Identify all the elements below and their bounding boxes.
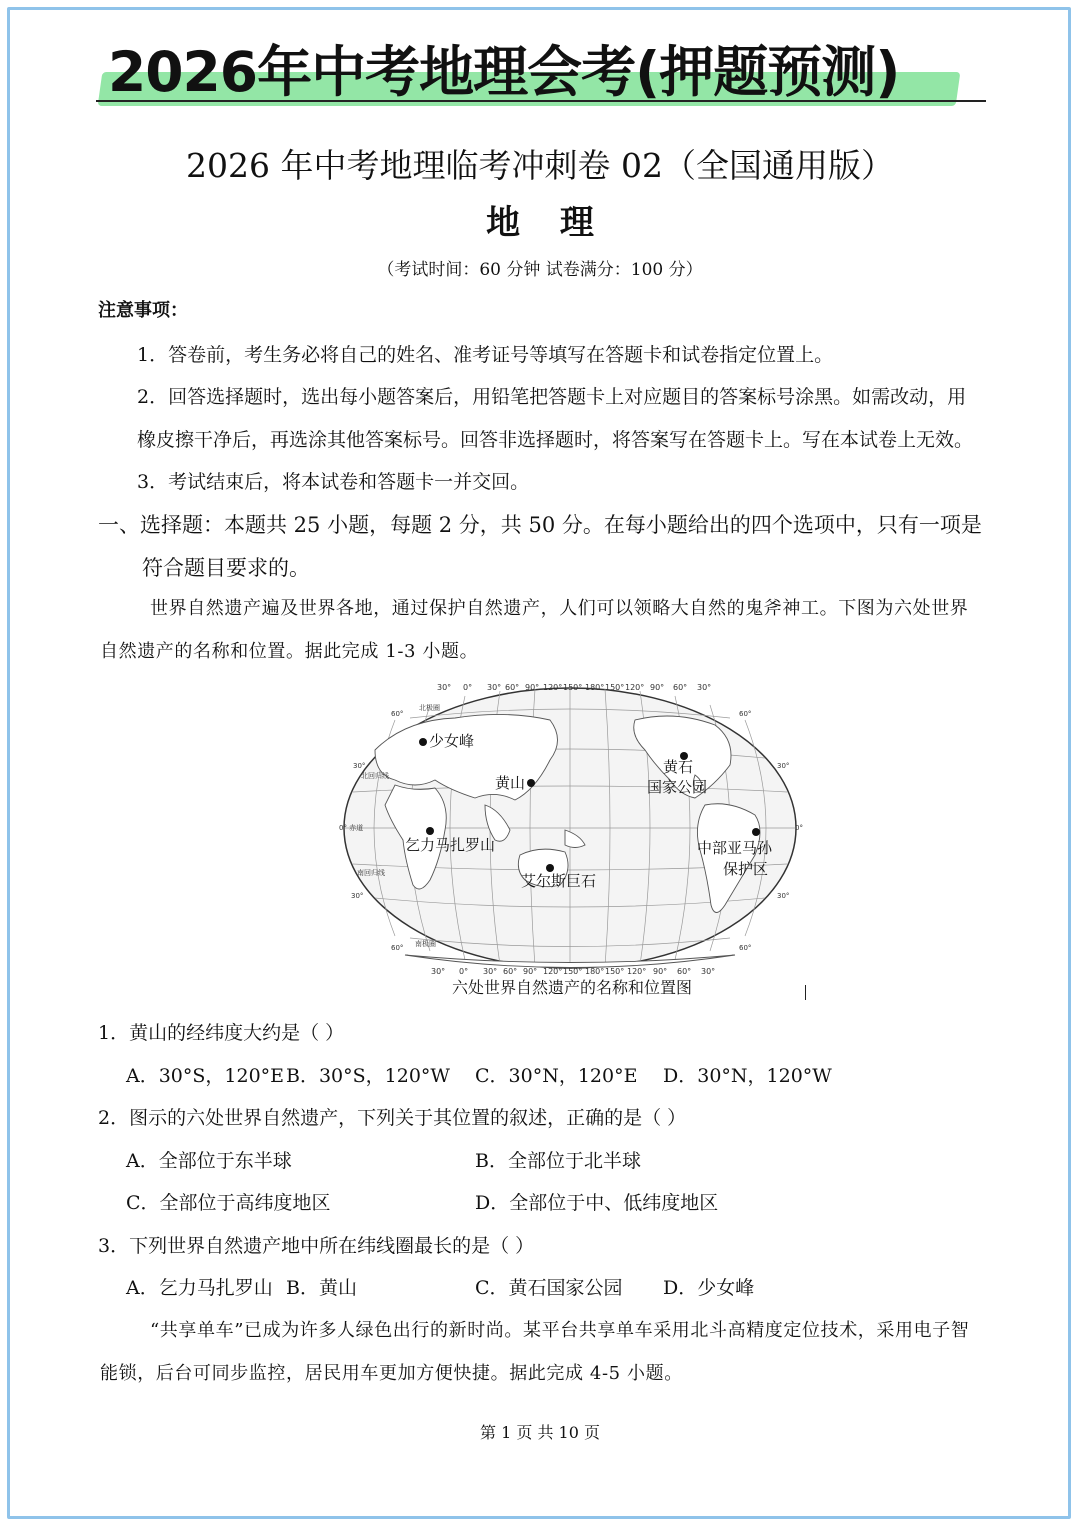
svg-text:120°: 120° bbox=[625, 683, 645, 692]
q3-option-a: A．乞力马扎罗山 bbox=[126, 1277, 273, 1299]
svg-text:0°: 0° bbox=[463, 683, 473, 692]
svg-text:150°: 150° bbox=[563, 683, 583, 692]
svg-text:60°: 60° bbox=[739, 944, 752, 952]
q2-option-c: C．全部位于高纬度地区 bbox=[126, 1192, 331, 1214]
svg-text:150°: 150° bbox=[605, 683, 625, 692]
q2-option-a: A．全部位于东半球 bbox=[126, 1150, 292, 1172]
notice-item-1: 1．答卷前，考生务必将自己的姓名、准考证号等填写在答题卡和试卷指定位置上。 bbox=[137, 344, 834, 366]
site-label-amazon: 中部亚马孙 bbox=[697, 839, 773, 857]
svg-text:150°: 150° bbox=[563, 967, 583, 976]
question-1-stem: 1．黄山的经纬度大约是（ ） bbox=[98, 1022, 345, 1044]
svg-text:90°: 90° bbox=[523, 967, 538, 976]
passage-2: “共享单车”已成为许多人绿色出行的新时尚。某平台共享单车采用北斗高精度定位技术，采用电子智 bbox=[150, 1320, 970, 1341]
svg-text:30°: 30° bbox=[483, 967, 498, 976]
svg-text:120°: 120° bbox=[543, 683, 563, 692]
question-2-stem: 2．图示的六处世界自然遗产，下列关于其位置的叙述，正确的是（ ） bbox=[98, 1107, 687, 1129]
svg-text:北极圈: 北极圈 bbox=[419, 704, 440, 712]
section-heading-cont: 符合题目要求的。 bbox=[142, 556, 310, 580]
q1-option-a: A．30°S，120°E bbox=[126, 1065, 285, 1087]
svg-text:120°: 120° bbox=[543, 967, 563, 976]
svg-text:60°: 60° bbox=[677, 967, 692, 976]
question-3-stem: 3．下列世界自然遗产地中所在纬线圈最长的是（ ） bbox=[98, 1235, 535, 1257]
site-marker-huangshan bbox=[527, 779, 535, 787]
svg-text:30°: 30° bbox=[351, 892, 364, 900]
promo-banner bbox=[96, 28, 986, 104]
q1-option-b: B．30°S，120°W bbox=[286, 1065, 450, 1087]
q2-option-b: B．全部位于北半球 bbox=[475, 1150, 641, 1172]
q3-option-b: B．黄山 bbox=[286, 1277, 357, 1299]
q1-option-c: C．30°N，120°E bbox=[475, 1065, 638, 1087]
site-label-kilimanjaro: 乞力马扎罗山 bbox=[405, 836, 496, 854]
passage-1-cont: 自然遗产的名称和位置。据此完成 1-3 小题。 bbox=[100, 641, 479, 662]
notice-item-3: 3．考试结束后，将本试卷和答题卡一并交回。 bbox=[137, 471, 530, 493]
svg-text:0° 赤道: 0° 赤道 bbox=[339, 824, 364, 832]
world-map bbox=[335, 680, 805, 1000]
svg-text:南回归线: 南回归线 bbox=[357, 869, 385, 877]
world-map-figure bbox=[335, 680, 805, 1000]
passage-2-cont: 能锁，后台可同步监控，居民用车更加方便快捷。据此完成 4-5 小题。 bbox=[100, 1363, 683, 1384]
svg-text:南极圈: 南极圈 bbox=[415, 940, 436, 948]
svg-text:60°: 60° bbox=[391, 710, 404, 718]
svg-text:60°: 60° bbox=[505, 683, 520, 692]
longitude-labels bbox=[437, 683, 711, 692]
svg-text:120°: 120° bbox=[627, 967, 647, 976]
site-label-amazon-2: 保护区 bbox=[723, 860, 769, 878]
site-label-jungfrau: 少女峰 bbox=[429, 732, 475, 750]
section-heading: 一、选择题：本题共 25 小题，每题 2 分，共 50 分。在每小题给出的四个选项中，只有一项是 bbox=[98, 513, 982, 537]
longitude-labels-bottom bbox=[431, 967, 715, 976]
svg-text:60°: 60° bbox=[391, 944, 404, 952]
text-cursor bbox=[805, 985, 806, 1000]
notice-item-2: 2．回答选择题时，选出每小题答案后，用铅笔把答题卡上对应题目的答案标号涂黑。如需改动，用 bbox=[137, 386, 967, 408]
svg-text:90°: 90° bbox=[525, 683, 540, 692]
svg-text:30°: 30° bbox=[487, 683, 502, 692]
svg-text:60°: 60° bbox=[673, 683, 688, 692]
svg-text:90°: 90° bbox=[650, 683, 665, 692]
svg-text:90°: 90° bbox=[653, 967, 668, 976]
map-caption: 六处世界自然遗产的名称和位置图 bbox=[451, 978, 693, 997]
svg-text:30°: 30° bbox=[431, 967, 446, 976]
svg-text:60°: 60° bbox=[503, 967, 518, 976]
banner-title: 2026年中考地理会考(押题预测) bbox=[108, 40, 900, 104]
notice-heading: 注意事项： bbox=[98, 300, 188, 321]
svg-text:30°: 30° bbox=[777, 892, 790, 900]
q2-option-d: D．全部位于中、低纬度地区 bbox=[475, 1192, 719, 1214]
svg-text:150°: 150° bbox=[605, 967, 625, 976]
site-marker-jungfrau bbox=[419, 738, 427, 746]
svg-text:30°: 30° bbox=[701, 967, 716, 976]
svg-text:30°: 30° bbox=[777, 762, 790, 770]
svg-text:0°: 0° bbox=[459, 967, 469, 976]
site-marker-amazon bbox=[752, 828, 760, 836]
exam-title: 2026 年中考地理临考冲刺卷 02（全国通用版） bbox=[186, 146, 894, 185]
q3-option-c: C．黄石国家公园 bbox=[475, 1277, 623, 1299]
passage-1: 世界自然遗产遍及世界各地，通过保护自然遗产，人们可以领略大自然的鬼斧神工。下图为六处世界 bbox=[150, 598, 969, 619]
site-marker-kilimanjaro bbox=[426, 827, 434, 835]
svg-text:北回归线: 北回归线 bbox=[361, 772, 389, 780]
site-marker-uluru bbox=[546, 864, 554, 872]
svg-text:180°: 180° bbox=[585, 967, 605, 976]
q1-option-d: D．30°N，120°W bbox=[663, 1065, 832, 1087]
svg-text:0°: 0° bbox=[795, 824, 803, 832]
svg-text:60°: 60° bbox=[739, 710, 752, 718]
site-label-yellowstone: 黄石 bbox=[663, 758, 694, 776]
svg-text:180°: 180° bbox=[585, 683, 605, 692]
q3-option-d: D．少女峰 bbox=[663, 1277, 755, 1299]
svg-text:30°: 30° bbox=[697, 683, 712, 692]
notice-item-2-cont: 橡皮擦干净后，再选涂其他答案标号。回答非选择题时，将答案写在答题卡上。写在本试卷上无效。 bbox=[137, 429, 974, 451]
subject-title: 地 理 bbox=[486, 203, 608, 243]
exam-info: （考试时间：60 分钟 试卷满分：100 分） bbox=[377, 260, 703, 280]
site-label-uluru: 艾尔斯巨石 bbox=[521, 872, 597, 890]
site-label-yellowstone-2: 国家公园 bbox=[647, 778, 708, 796]
page-number: 第 1 页 共 10 页 bbox=[480, 1423, 600, 1442]
site-label-huangshan: 黄山 bbox=[495, 774, 526, 792]
svg-text:30°: 30° bbox=[437, 683, 452, 692]
svg-text:30°: 30° bbox=[353, 762, 366, 770]
